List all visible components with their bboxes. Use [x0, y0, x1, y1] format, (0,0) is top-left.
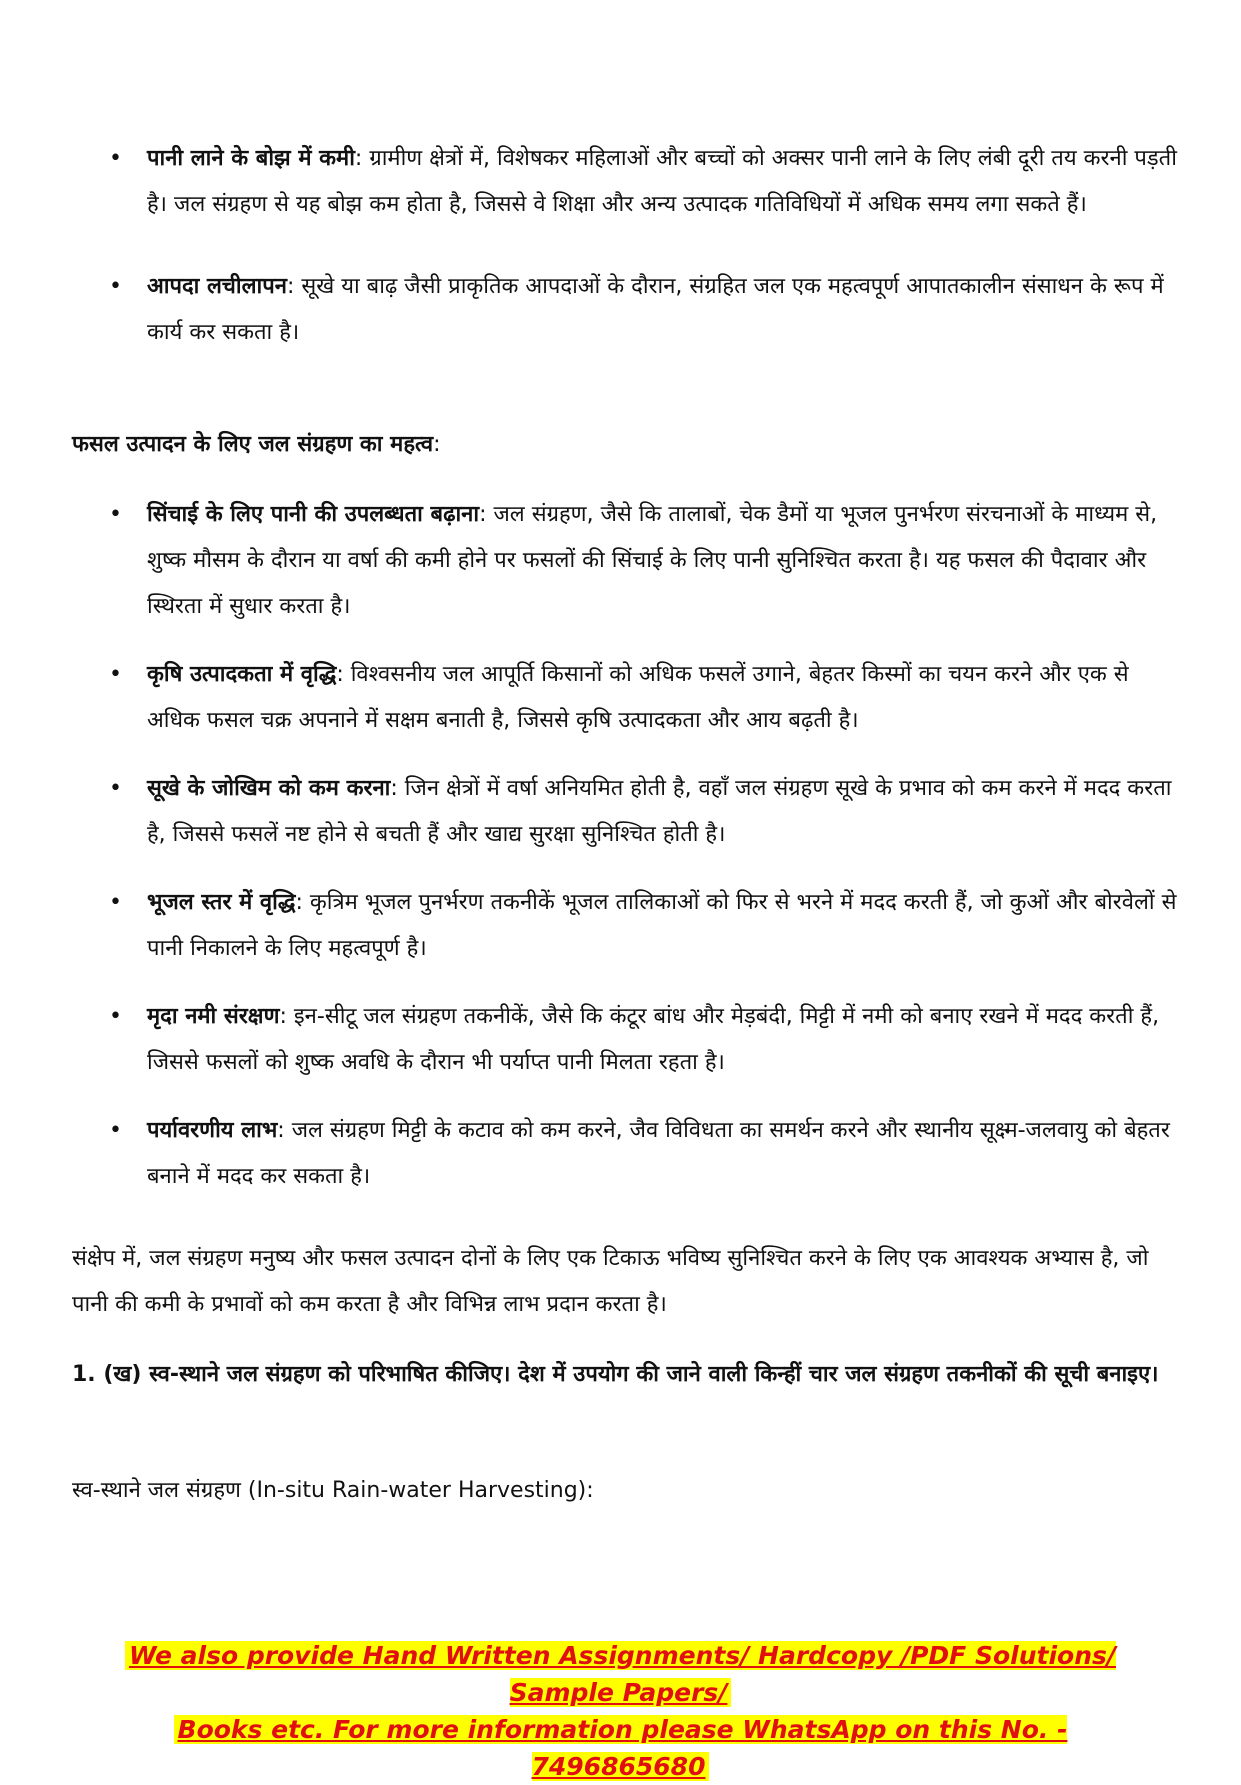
- bullet-term: पानी लाने के बोझ में कमी: [147, 146, 355, 171]
- bullet-term: सिंचाई के लिए पानी की उपलब्धता बढ़ाना: [147, 502, 480, 527]
- benefits-list: [0, 136, 1241, 356]
- list-item: [0, 766, 1241, 858]
- list-item: [0, 1108, 1241, 1200]
- bullet-text: : कृत्रिम भूजल पुनर्भरण तकनीकें भूजल तालिकाओं को फिर से भरने में मदद करती हैं, जो कुओं और बोरवेलों से पानी निकालने के लिए महत्वपूर्ण है।: [147, 890, 1177, 961]
- bullet-icon: •: [109, 1004, 122, 1029]
- bullet-icon: •: [109, 502, 122, 527]
- list-item: [0, 880, 1241, 972]
- definition-heading: स्व-स्थाने जल संग्रहण (In-situ Rain-water Harvesting):: [72, 1478, 594, 1503]
- bullet-term: पर्यावरणीय लाभ: [147, 1118, 278, 1143]
- question-heading: 1. (ख) स्व-स्थाने जल संग्रहण को परिभाषित कीजिए। देश में उपयोग की जाने वाली किन्हीं चार जल संग्रहण तकनीकों की सूची बनाइए।: [72, 1362, 1159, 1387]
- bullet-icon: •: [109, 146, 122, 171]
- crop-benefits-list: [0, 492, 1241, 1200]
- bullet-icon: •: [109, 1118, 122, 1143]
- footer-line-1: We also provide Hand Written Assignments/ Hardcopy /PDF Solutions/ Sample Papers/: [125, 1641, 1116, 1707]
- bullet-text: : जिन क्षेत्रों में वर्षा अनियमित होती है, वहाँ जल संग्रहण सूखे के प्रभाव को कम करने में मदद करता है, जिससे फसलें नष्ट होने से बचती हैं और खाद्य सुरक्षा सुनिश्चित होती है।: [147, 776, 1172, 847]
- bullet-text: : विश्वसनीय जल आपूर्ति किसानों को अधिक फसलें उगाने, बेहतर किस्मों का चयन करने और एक से अधिक फसल चक्र अपनाने में सक्षम बनाती है, जिससे कृषि उत्पादकता और आय बढ़ती है।: [147, 662, 1129, 733]
- bullet-text: : सूखे या बाढ़ जैसी प्राकृतिक आपदाओं के दौरान, संग्रहित जल एक महत्वपूर्ण आपातकालीन संसाधन के रूप में कार्य कर सकता है।: [147, 274, 1164, 345]
- list-item: [0, 492, 1241, 630]
- bullet-term: आपदा लचीलापन: [147, 274, 287, 299]
- list-item: [0, 136, 1241, 228]
- footer-line-2: Books etc. For more information please WhatsApp on this No. - 7496865680: [174, 1715, 1068, 1781]
- bullet-text: : जल संग्रहण, जैसे कि तालाबों, चेक डैमों या भूजल पुनर्भरण संरचनाओं के माध्यम से, शुष्क मौसम के दौरान या वर्षा की कमी होने पर फसलों की सिंचाई के लिए पानी सुनिश्चित करता है। यह फसल की पैदावार और स्थिरता में सुधार करता है।: [147, 502, 1158, 619]
- bullet-icon: •: [109, 274, 122, 299]
- section-heading-text: फसल उत्पादन के लिए जल संग्रहण का महत्व: [72, 432, 434, 457]
- bullet-text: : जल संग्रहण मिट्टी के कटाव को कम करने, जैव विविधता का समर्थन करने और स्थानीय सूक्ष्म-जलवायु को बेहतर बनाने में मदद कर सकता है।: [147, 1118, 1170, 1189]
- bullet-term: मृदा नमी संरक्षण: [147, 1004, 280, 1029]
- bullet-icon: •: [109, 776, 122, 801]
- bullet-icon: •: [109, 890, 122, 915]
- bullet-text: : ग्रामीण क्षेत्रों में, विशेषकर महिलाओं और बच्चों को अक्सर पानी लाने के लिए लंबी दूरी तय करनी पड़ती है। जल संग्रहण से यह बोझ कम होता है, जिससे वे शिक्षा और अन्य उत्पादक गतिविधियों में अधिक समय लगा सकते हैं।: [147, 146, 1177, 217]
- bullet-term: भूजल स्तर में वृद्धि: [147, 890, 296, 915]
- list-item: [0, 264, 1241, 356]
- bullet-term: कृषि उत्पादकता में वृद्धि: [147, 662, 337, 687]
- summary-paragraph: संक्षेप में, जल संग्रहण मनुष्य और फसल उत्पादन दोनों के लिए एक टिकाऊ भविष्य सुनिश्चित करने के लिए एक आवश्यक अभ्यास है, जो पानी की कमी के प्रभावों को कम करता है और विभिन्न लाभ प्रदान करता है।: [72, 1246, 1149, 1317]
- bullet-icon: •: [109, 662, 122, 687]
- list-item: [0, 652, 1241, 744]
- section-heading-suffix: :: [433, 432, 441, 457]
- bullet-term: सूखे के जोखिम को कम करना: [147, 776, 391, 801]
- footer-advertisement: [90, 1637, 1151, 1785]
- list-item: [0, 994, 1241, 1086]
- section-heading: [72, 422, 1182, 468]
- bullet-text: : इन-सीटू जल संग्रहण तकनीकें, जैसे कि कंटूर बांध और मेड़बंदी, मिट्टी में नमी को बनाए रखने में मदद करती हैं, जिससे फसलों को शुष्क अवधि के दौरान भी पर्याप्त पानी मिलता रहता है।: [147, 1004, 1160, 1075]
